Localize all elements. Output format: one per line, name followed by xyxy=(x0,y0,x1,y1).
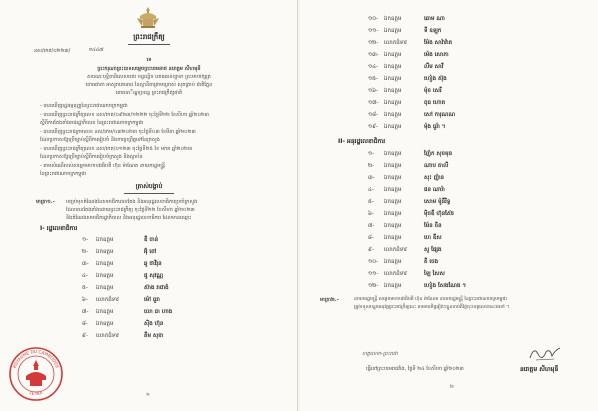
list-item-number: ១០- xyxy=(368,259,379,265)
list-item-title: ឯកឧត្តម xyxy=(384,283,402,289)
king-name: នរោត្តម សីហមុនី xyxy=(520,366,559,373)
list-item-number: ១៩- xyxy=(368,124,379,130)
list-item-number: ៣- xyxy=(368,175,375,181)
list-item-title: លោកជំទាវ xyxy=(384,247,407,253)
article-1-line-1: បញ្ចប់មុខតំណែងនៃសមាជិកពេលតែង និងអនុរដ្ឋលេខាធិការប្រចាំក្រសួង xyxy=(66,199,198,205)
clause-5b: នៃព្រះរាជាណាចក្រកម្ពុជា xyxy=(40,171,87,177)
royal-seal-stamp xyxy=(8,346,64,402)
clause-3: - បានឃើញព្រះរាជក្រមលេខ នស/រកម/០៣២០២៣ ចុះថ្ងៃទី០៣ ខែមីនា ឆ្នាំ២០២៣ xyxy=(40,129,196,135)
list-item-title: ឯកឧត្តម xyxy=(96,237,114,243)
article-2-label: មាត្រា២.- xyxy=(320,297,339,303)
list-item-title: លោកជំទាវ xyxy=(96,297,119,303)
list-item-name: ហៀង ស៊ុង xyxy=(424,76,447,82)
list-item-name: អ៊ុំ ពៅ xyxy=(144,249,157,255)
list-item-name: ស៊ាង រាជាងំ xyxy=(144,285,169,291)
list-item-name: ម៉ិចឌី ហ៊ុនស៊ែរ xyxy=(424,211,454,217)
list-item-title: ឯកឧត្តម xyxy=(384,163,402,169)
list-item-number: ១២- xyxy=(368,40,379,46)
list-item-name: គឹម សុខា xyxy=(144,333,164,339)
decree-command-title: ត្រាស់បង្គាប់ xyxy=(135,183,163,190)
clause-4: - បានឃើញព្រះរាជក្រឹត្យលេខ នស/រកត/០១២៣ ចុះថ្ងៃទី២៥ ខែ មករា ឆ្នាំ២០២៣ xyxy=(40,146,193,152)
title-underline xyxy=(128,44,170,45)
list-item-number: ១- xyxy=(368,151,375,157)
article-1-line-2: ដែលបានតែងតាំងដោយព្រះរាជក្រឹត្យ ចុះថ្ងៃទី២២ ខែសីហា ឆ្នាំ២០២៣ xyxy=(66,207,195,213)
list-item-name: ឆោម ណា xyxy=(424,16,445,22)
royal-emblem-icon xyxy=(134,6,162,30)
list-item-title: ឯកឧត្តម xyxy=(384,259,402,265)
header-line-4: ពោធបាឹណ្ឌប្រពន្ធ ព្រះរាជក្រឹត្យជាតិ xyxy=(115,90,183,96)
list-item-name: ទី ឧឡុក xyxy=(424,28,442,34)
document-page-2 xyxy=(300,0,598,411)
decree-title: ព្រះរាជក្រឹត្យ xyxy=(133,33,165,41)
list-item-number: ១៨- xyxy=(368,112,379,118)
list-item-title: ឯកឧត្តម xyxy=(384,175,402,181)
command-underline xyxy=(124,193,174,194)
clause-4b: ដែលប្រកាសឱ្យប្រើច្បាប់ស្ដីពីការរៀបចំក្រសួង និងស្ថាប័ន xyxy=(40,154,143,160)
date-line: ធ្វើនៅព្រះបរមរាជវាំង, ថ្ងៃទី ២៤ ខែសីហា ឆ្នាំ២០២៣ xyxy=(366,366,464,372)
list-item-name: ណាប គាលី xyxy=(424,163,449,169)
list-item-name: គី ចេង xyxy=(424,259,439,265)
list-item-title: លោកជំទាវ xyxy=(384,271,407,277)
list-item-name: លឹម សាវី xyxy=(424,64,444,70)
list-item-number: ១៣- xyxy=(368,52,379,58)
list-item-name: ម៉ៅ ធួរា xyxy=(144,297,160,303)
section-1-heading: I- រដ្ឋលេខាធិការ xyxy=(40,225,78,232)
list-item-number: ១១- xyxy=(368,28,379,34)
list-item-name: ម៉ុខ សេរី xyxy=(424,88,442,94)
list-item-title: ឯកឧត្តម xyxy=(384,151,402,157)
list-item-name: ញ៉ែក សុខមុន xyxy=(424,151,453,157)
list-item-name: ហៀង សែងណែង ។ xyxy=(424,283,466,289)
clause-2: - បានឃើញព្រះរាជក្រឹត្យលេខ នស/រកត/០៩២៣/១២២២ ចុះថ្ងៃទី២២ ខែសីហា ឆ្នាំ២០២៣ xyxy=(40,112,209,118)
clause-2b: ស្ដីពីការតែងតាំងរាជរដ្ឋាភិបាល នៃព្រះរាជាណាចក្រកម្ពុជា xyxy=(40,120,144,126)
list-item-number: ៧- xyxy=(82,309,89,315)
list-item-title: ឯកឧត្តម xyxy=(384,199,402,205)
list-item-name: ហេ ឌីស xyxy=(424,235,442,241)
list-item-title: ឯកឧត្តម xyxy=(384,28,402,34)
list-item-name: ម៉ែន ចិន xyxy=(424,223,442,229)
list-item-name: សោម ម៉ូនីរិទ្ធ xyxy=(424,199,451,205)
list-item-number: ៩- xyxy=(82,333,88,339)
list-item-number: ៤- xyxy=(82,273,88,279)
list-item-name: ឌី ចាន់ xyxy=(144,237,159,243)
list-item-title: ឯកឧត្តម xyxy=(384,187,402,193)
reference-label: នស/រកត/០២២៣/ xyxy=(34,48,71,54)
list-item-title: ឯកឧត្តម xyxy=(384,124,402,130)
list-item-name: ម៉ុង ធួរ៉ា ។ xyxy=(424,124,446,130)
list-item-name: សូ ផ្សែង xyxy=(424,247,442,253)
header-line-3: ពោធជាតា អាសូរាគោធាព នៃស្ថានីតាគ្រាមន្រោស់ សុតគ្រាប់ ជាតិភ្នែន xyxy=(85,82,213,88)
list-item-name: ពុធ ហោត xyxy=(424,100,446,106)
list-item-title: ឯកឧត្តម xyxy=(96,285,114,291)
list-item-number: ៨- xyxy=(82,321,88,327)
countersign-handwriting: ហត្ថលេខា-ព្រះរាជា xyxy=(362,351,398,357)
list-item-number: ២- xyxy=(82,249,89,255)
list-item-name: ម៉េង សោភា xyxy=(424,52,449,58)
list-item-number: ១០- xyxy=(368,16,379,22)
list-item-title: ឯកឧត្តម xyxy=(96,249,114,255)
list-item-number: ៥- xyxy=(82,285,88,291)
list-item-number: ៧- xyxy=(368,223,375,229)
list-item-name: ស៊ិង ហ៊ុន xyxy=(144,321,164,327)
list-item-title: ឯកឧត្តម xyxy=(384,211,402,217)
list-item-title: ឯកឧត្តម xyxy=(96,261,114,267)
list-item-title: ឯកឧត្តម xyxy=(384,100,402,106)
list-item-title: ឯកឧត្តម xyxy=(384,64,402,70)
list-item-number: ៦- xyxy=(82,297,88,303)
article-1-label: មាត្រា១.- xyxy=(36,199,55,205)
list-item-name: ផន ណារ៉ា xyxy=(424,187,445,193)
page-number: ២ xyxy=(450,384,454,390)
list-item-name: ផូ សុវណ្ណ xyxy=(144,273,164,279)
list-item-number: ៩- xyxy=(368,247,374,253)
list-item-name: ឆូ ថាវីរុន xyxy=(144,261,162,267)
list-item-title: ឯកឧត្តម xyxy=(384,112,402,118)
article-2-line-1: នាយករដ្ឋមន្ត្រី សម្ដេចមហាបវរធិបតី ហ៊ុន ម៉ាណែត នាយករដ្ឋមន្ត្រី នៃព្រះរាជាណាចក្រកម្ពុជា xyxy=(354,297,507,302)
king-signature xyxy=(528,344,562,362)
list-item-title: ឯកឧត្តម xyxy=(384,52,402,58)
article-2-line-2: ត្រូវទទួលបន្ទុកអនុវត្តព្រះរាជក្រឹត្យនេះ តាមភារកិច្ចរៀងៗខ្លួនចាប់ពីថ្ងៃចុះហត្ថលេខានេះតទៅ ។ xyxy=(354,305,510,310)
list-item-name: លោ ធា ហាង xyxy=(144,309,173,315)
list-item-title: ឯកឧត្តម xyxy=(96,321,114,327)
reference-number: ១៤៤៧ xyxy=(88,47,103,53)
svg-text:LE ROI: LE ROI xyxy=(28,389,44,397)
list-item-number: ២- xyxy=(368,163,375,169)
list-item-title: ឯកឧត្តម xyxy=(384,223,402,229)
list-item-title: ឯកឧត្តម xyxy=(96,273,114,279)
list-item-number: ១- xyxy=(82,237,89,243)
list-item-title: លោកជំទាវ xyxy=(384,40,407,46)
list-item-title: ឯកឧត្តម xyxy=(384,76,402,82)
list-item-title: ឯកឧត្តម xyxy=(96,309,114,315)
clause-1: - បានឃើញរដ្ឋធម្មនុញ្ញនៃព្រះរាជាណាចក្រកម្ពុជា xyxy=(40,103,128,109)
list-item-number: ៦- xyxy=(368,211,374,217)
list-item-title: ឯកឧត្តម xyxy=(384,235,402,241)
list-item-number: ១៧- xyxy=(368,100,379,106)
list-item-number: ១៦- xyxy=(368,88,379,94)
list-item-number: ១១- xyxy=(368,271,379,277)
list-item-number: ៥- xyxy=(368,199,374,205)
header-line-2: សារណៈបុទ្ធិតាពិសេសពោរ បព្ទពន្ធិច ពោធធានប្បាទា ព្រះមហាក្សត្រ xyxy=(87,74,211,80)
list-item-number: ៤- xyxy=(368,187,374,193)
list-item-name: សៅ ការុណណ xyxy=(424,112,456,118)
document-page-1 xyxy=(0,0,298,411)
list-item-number: ៨- xyxy=(368,235,374,241)
list-item-name: សុះ ញ៉ាន xyxy=(424,175,445,181)
clause-5: - តាមសំណើរបស់សម្ដេចមហាបវរធិបតី ហ៊ុន ម៉ាណែត នាយករដ្ឋមន្ត្រី xyxy=(40,163,166,169)
subheading: ទេ xyxy=(146,57,152,63)
list-item-number: ១២- xyxy=(368,283,379,289)
list-item-number: ១៥- xyxy=(368,76,379,82)
clause-3b: ដែលប្រកាសឱ្យប្រើច្បាប់ស្ដីពីការរៀបចំ និងការប្រព្រឹត្តទៅនៃក្រសួង xyxy=(40,137,160,143)
list-item-title: ឯកឧត្តម xyxy=(384,88,402,94)
list-item-number: ១៤- xyxy=(368,64,379,70)
page-number: ១ xyxy=(146,392,150,398)
list-item-number: ៣- xyxy=(82,261,89,267)
list-item-name: ម៉ែង សាវ៉ាវ៉ាត xyxy=(424,40,453,46)
list-item-title: ឯកឧត្តម xyxy=(384,16,402,22)
list-item-title: លោកជំទាវ xyxy=(96,333,119,339)
section-2-heading: II- អនុរដ្ឋលេខាធិការ xyxy=(338,138,386,145)
svg-text:ROYAUME DU CAMBODGE: ROYAUME DU CAMBODGE xyxy=(11,348,61,369)
article-1-line-3: និងតំណែងសមាជិករដ្ឋាភិបាល និងអនុរដ្ឋលេខាធិការ ដែលមានឈ្មោះ xyxy=(66,215,192,221)
header-line-1: ព្រះករុណាព្រះបាទសម្ដេចព្រះបរមនាថ នរោត្តម សីហមុនី xyxy=(97,66,201,72)
list-item-name: ឡៃ សៃស xyxy=(424,271,445,277)
